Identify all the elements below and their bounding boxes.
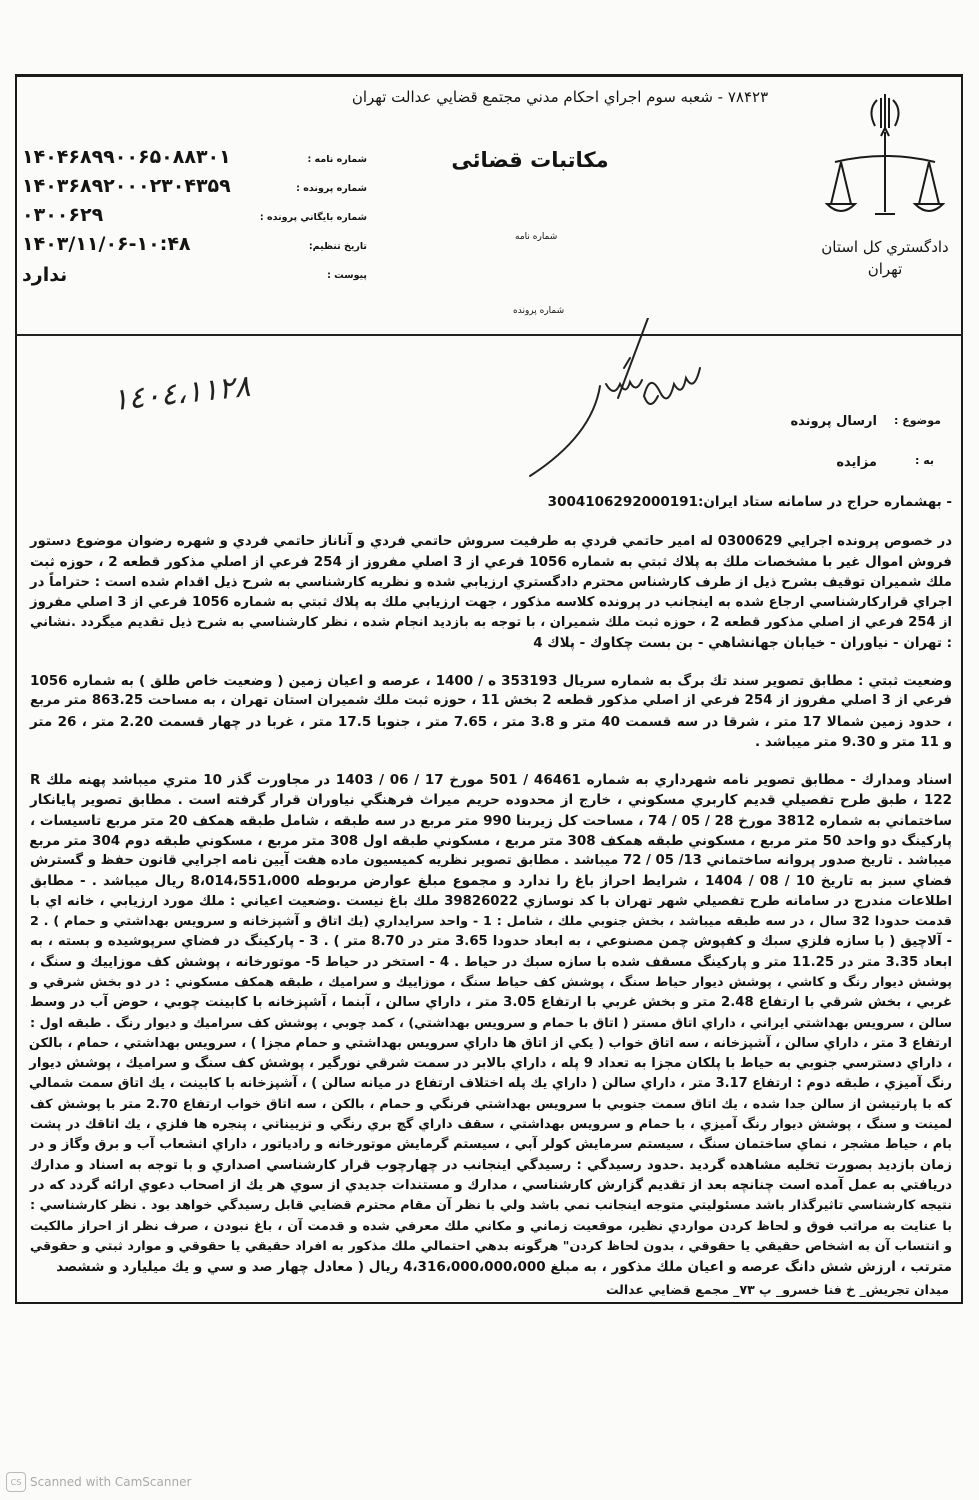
org-name: دادگستري كل استان [821,238,949,256]
paragraph-registration-status [30,671,952,752]
text-line: دريافتي به عمل آمده است چنانچه بعد از تقديم گزارش كارشناسي ، مدارك و مستندات جديدي از سوي هر يك از اصحاب دعوي ارائه گردد كه در [30,1177,952,1193]
camscanner-logo-icon: CS [6,1472,26,1492]
text-line: ارتفاع 3 متر ، داراي سالن ، آشپزخانه ، سه اتاق خواب ( يكي از اتاق ها داراي سرويس بهداشتي و حمام مجزا ) ، سرويس بهداشتي ، حمام ، بالكن [28,1035,952,1051]
scanner-watermark [6,1472,191,1492]
document-title: مكاتبات قضائی [451,148,609,172]
text-line: ، داراي دسترسي جنوبي به حياط با پلكان مجزا به تعداد 9 پله ، داراي بالابر در سمت شرقي نورگير ، پوشش كف سنگ و سراميك ، پوشش ديوار [29,1056,952,1072]
text-line: ميباشد . تاريخ صدور پروانه ساختماني 13/ 05 / 72 ميباشد . مطابق تصوير نظريه كميسيون ماده هفت آيين نامه اجرايي قانون حفظ و گسترش [30,853,952,869]
handwritten-date: ١٤٠٤،١١٢٨ [110,368,253,419]
field-label-date: تاريخ تنظيم: [308,241,367,252]
field-value-attachment: ندارد [22,264,68,286]
text-line: سالن ، سرويس بهداشتي ايراني ، داراي اتاق مستر ( اتاق با حمام و سرويس بهداشتي) ، كمد چوبي ، پوشش كف سراميك و ديوار رنگ . طبقه اول : [30,1015,952,1031]
subject-label: موضوع : [894,414,941,427]
footer-address: ميدان تجريش_ خ فنا خسرو_ پ ۷۳_ مجمع قضايي عدالت [605,1282,949,1297]
text-line: بام ، حياط مشجر ، نماي ساختمان سنگ ، سيستم سرمايش كولر آبي ، سيستم گرمايش موتورخانه و رادياتور ، داراي انشعاب آب و برق وگاز و در [30,1137,952,1153]
court-branch-line: ۷۸۴۲۳ - شعبه سوم اجراي احكام مدني مجتمع قضايي عدالت تهران [351,88,769,106]
text-line: پاركينگ دو واحد 50 متر مربع ، مسكوني طبقه همكف 308 متر مربع ، مسكوني طبقه اول 308 متر مربع ، مسكوني طبقه دوم 304 متر مربع [29,832,952,849]
text-line: اسناد ومدارك - مطابق تصوير نامه شهرداري به شماره 46461 / 501 مورخ 17 / 06 / 1403 در مجاورت گذر 10 متري ميباشد پهنه ملك R [30,772,952,788]
text-line: مترتب ، ارزش شش دانگ عرصه و اعيان ملك مذكور ، به مبلغ 4،316،000،000،000 ريال ( معادل چهار صد و سي و يك ميليارد و ششصد [56,1259,952,1276]
text-line: و 11 متر و 9.30 متر ميباشد . [755,733,952,750]
text-line: اطلاعات مندرج در سامانه طرح تفصيلي شهر تهران با كد نوسازي 39826022 ملك باغ نيست .وضعيت اعياني : ملك مورد ارزيابي ، خانه اي با [30,893,952,909]
handwritten-signature [470,318,710,478]
text-line: در خصوص پرونده اجرايي 0300629 له امير حاتمي فردي به طرفيت سروش حاتمي فردي و آناناز حاتمي فردي و شهره رضوان موضوع دستور [30,534,952,549]
text-line: : تهران - نياوران - خيابان جهانشاهي - بن بست چكاوك - پلاك 4 [533,635,952,652]
text-line: ساختماني به شماره 3812 مورخ 28 / 05 / 74 ، مساحت كل زيربنا 990 متر مربع در سه طبقه ، شامل طبقه همكف 20 متر مربع تاسيسات ، [30,812,952,829]
text-line: ملك شميران توقيف بشرح ذيل از طرف كارشناس محترم دادگستري ارزيابي شده و نظريه كارشناسي به شرح ذيل اقدام شده است : حتراماً در [30,574,952,590]
subject-value: ارسال پرونده [790,414,877,429]
auction-number-line [30,492,952,512]
text-line: لمينت و سنگ ، پوشش ديوار رنگ آميزي ، با حمام و سرويس بهداشتي ، سقف داراي گچ بري رنگي و تزييناتي ، پنجره ها فلزي ، يك اتاقك در پشت [30,1117,952,1133]
text-line: نتيجه كارشناسي تاثيرگذار باشد مسئوليتي متوجه اينجانب نمي باشد ولي با نظر آن مقام محترم قضايي قابل رسيدگي خواهد بود . نظر كارشناسي : [30,1198,952,1214]
text-line: كه با پارتيشن از سالن جدا شده ، يك اتاق سمت جنوبي با سرويس بهداشتي فرنگي و حمام ، بالكن ، سه اتاق خواب ارتفاع 2.70 متر با پوشش كف [30,1096,952,1112]
field-value-archive-no: ۰۳۰۰۶۲۹ [22,204,104,226]
scanner-text: Scanned with CamScanner [30,1475,192,1489]
text-line: ابعاد 3.35 متر در 11.25 متر و پاركينگ مسقف شده با سازه سبك در حياط . 4 - استخر در حياط 5- موتورخانه ، پوشش كف موزاييك و سنگ ، [30,954,952,970]
text-line: رنگ آميزي ، طبقه دوم : ارتفاع 3.17 متر ، داراي سالن ( داراي يك پله اختلاف ارتفاع در ميانه سالن ) ، آشپزخانه با كابينت ، يك اتاق سمت شمالي [29,1076,952,1092]
text-line: قدمت حدودا 32 سال ، در سه طبقه ميباشد ، بخش جنوبي ملك ، شامل : 1 - واحد سرايداري (يك اتاق و آشپزخانه و سرويس بهداشتي و حمام ) . 2 [30,914,953,930]
field-label-letter-no: شماره نامه : [307,154,367,165]
text-line: غربي ، بخش شرقي با ارتفاع 2.48 متر و بخش غربي با ارتفاع 3.05 متر ، داراي سالن ، آبنما ، آشپزخانه با كابينت چوبي ، حوض آب در وسط [30,995,953,1011]
recipient-label: به : [914,454,934,467]
text-line: 122 ، طبق طرح تفصيلي قديم كاربري مسكوني ، خارج از محدوده حريم ميراث فرهنگي نياوران قرار گرفته است . مطابق تصوير پايانكار [30,792,952,809]
text-line: زمان بازديد بصورت تخليه مشاهده گرديد .حدود رسيدگي : رسيدگي اينجانب در چهارچوب قرار كارشناسي اصداري و با توجه به اسناد و مدارك [30,1157,952,1173]
text-line: اجراي قراركارشناسي ارجاع شده به اينجانب در پرونده كلاسه مذكور ، جهت ارزيابي ملك به پلاك ثبتي به شماره 1056 فرعي از 3 اصلي مفروز [30,594,952,610]
field-value-date: ۱۴۰۳/۱۱/۰۶-۱۰:۴۸ [22,233,191,255]
case-no-caption: شماره پرونده [513,306,565,316]
text-line: - بهشماره حراج در سامانه ستاد ايران:3004106292000191 [547,494,952,510]
text-line: از 254 فرعي از اصلي مذكور قطعه 2 ، حوزه ثبت ملك شميران ، با توجه به بازديد انجام شده ، نظر كارشناسي به شرح ذيل تقديم ميگردد .نشاني [30,615,952,631]
text-line: با عنايت به مراتب فوق و لحاظ كردن مواردي نظير، موقعيت زماني و مكاني ملك معرفي شده و قدمت آن ، باغ نبودن ، صرف نظر از احراز مالكيت [30,1218,952,1234]
text-line: فضاي سبز به تاريخ 10 / 08 / 1404 ، شرايط احراز باغ را ندارد و مجموع مبلغ عوارض مربوطه 8،014،551،000 ريال ميباشد . - مطابق [30,873,952,890]
text-line: وضعيت ثبتي : مطابق تصوير سند تك برگ به شماره سريال 353193 ه / 1400 ، عرصه و اعيان زمين ( وضعيت خاص طلق ) به شماره 1056 [30,673,952,689]
org-city: تهران [867,260,903,278]
recipient-value: مزايده [836,455,877,470]
field-label-case-no: شماره پرونده : [296,183,367,194]
field-value-letter-no: ۱۴۰۴۶۸۹۹۰۰۶۵۰۸۸۳۰۱ [22,146,231,168]
text-line: ، حدود زمين شمالا 17 متر ، شرقا در سه قسمت 40 متر و 3.8 متر ، 7.65 متر ، جنوبا 17.5 متر ، غربا در چهار قسمت 2.20 متر ، 26 متر [30,713,953,730]
field-value-case-no: ۱۴۰۳۶۸۹۲۰۰۰۲۳۰۴۳۵۹ [22,175,231,197]
paragraph-documents-and-valuation [30,770,952,1277]
field-label-archive-no: شماره بايگاني پرونده : [259,212,367,223]
field-label-attachment: پيوست : [327,270,367,281]
letter-no-caption: شماره نامه [515,232,558,242]
text-line: پوشش ديوار رنگ و كاشي ، پوشش ديوار حياط سنگ ، پوشش كف حياط سنگ ، موزاييك و سراميك ، طبقه همكف مسكوني : در دو بخش شرقي و [30,974,952,990]
judiciary-emblem-icon [825,92,945,222]
paragraph-case-intro [30,532,952,654]
text-line: فروش اموال غير با مشخصات ملك به پلاك ثبتي به شماره 1056 فرعي از 3 اصلي مفروز از 254 فرعي از اصلي مذكور قطعه 2 ، حوزه ثبت [30,554,952,571]
text-line: - آلاچيق ( با سازه فلزي سبك و كفپوش چمن مصنوعي ، به ابعاد حدودا 3.65 متر در 8.70 متر ) . 3 - پاركينگ در فضاي سرپوشيده و بسته ، به [30,934,952,950]
text-line: فرعي از 3 اصلي مفروز از 254 فرعي از اصلي مذكور قطعه 2 بخش 11 ، حوزه ثبت ملك شميران استان تهران ، به مساحت 863.25 متر مربع [30,693,952,709]
text-line: و انتساب آن به اشخاص حقيقي يا حقوقي ، بدون لحاظ كردن" هرگونه بدهي احتمالي ملك مذكور به افراد حقيقي يا حقوقي و موارد ثبتي و حقوقي [30,1238,952,1254]
